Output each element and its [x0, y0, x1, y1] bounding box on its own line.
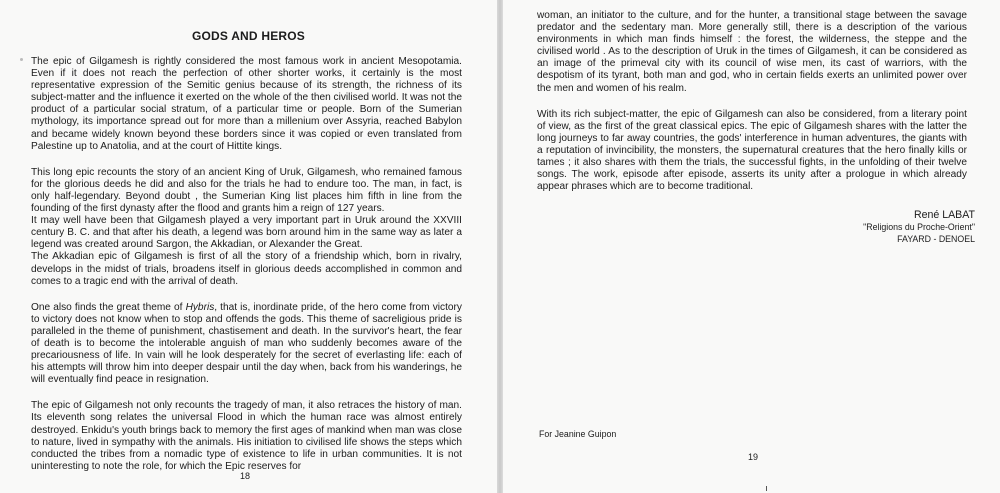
publisher: FAYARD - DENOEL: [897, 234, 975, 244]
paragraph: It may well have been that Gilgamesh played a very important part in Uruk around the XXVIII century B. C. and that after his death, a legend was born around him in the same way as later a legend was created around Sargon, the Akkadian, or Alexander the Great.: [31, 215, 462, 251]
paragraph: The Akkadian epic of Gilgamesh is first of all the story of a friendship which, born in rivalry, develops in the midst of trials, broadens itself in glorious deeds accomplished in common and comes to a tragic end with the arrival of death.: [31, 251, 462, 287]
left-text-column: [31, 56, 462, 473]
signature-block: [863, 209, 975, 245]
hybris-continuation: victory to victory does not know when to stop and offends the gods. This theme of sacreligious pride is paralleled in the theme of punishment, chastisement and death. In the survivor's heart, the fear of death is to become the intolerable anguish of man who suddenly becomes aware of the precariousness of life. In vain will he look desperately for the secret of everlasting life: each of his attempts will throw him into deeper despair until the day when, back from his wanderings, he will eventually find peace in resignation.: [31, 301, 462, 386]
paragraph: With its rich subject-matter, the epic of Gilgamesh can also be considered, from a literary point of view, as the first of the great classical epics. The epic of Gilgamesh shares with the latter the long journeys to far away countries, the gods' interference in human adventures, the giants with a reputation of invincibility, the monsters, the supernatural creatures that the hero finally kills or tames ; it also shares with them the trials, the successful fights, in the unfolding of their twelve songs. The work, episode after episode, asserts its unity after a prologue in which already appear phrases which are to become traditional.: [537, 108, 967, 193]
page-number: 18: [240, 471, 251, 481]
left-page: [0, 0, 497, 493]
right-text-column: [537, 10, 967, 193]
author-name: René LABAT: [913, 209, 975, 221]
page-heading: GODS AND HEROS: [191, 29, 306, 43]
page-number: 19: [748, 452, 759, 462]
paragraph: The epic of Gilgamesh is rightly considered the most famous work in ancient Mesopotamia. Even if it does not reach the perfection of other shorter works, it certainly is the most representative expression of the Semitic genius because of its strength, the richness of its subject-matter and the influence it exerted on the whole of the then civilised world. It was not the product of a particular social stratum, of a particular time or people. Born of the Sumerian mythology, its importance spread out for more than a millenium over Assyria, reached Babylon and became widely known beyond these borders since it was copied or even translated from Palestine up to Anatolia, and at the court of Hittite kings.: [31, 56, 462, 152]
binding-mark: [766, 486, 767, 491]
hybris-tail: , that is, inordinate pride, of the hero come from: [214, 301, 430, 313]
paragraph: This long epic recounts the story of an ancient King of Uruk, Gilgamesh, who remained famous for the glorious deeds he did and also for the trials he had to endure too. The man, in fact, is only half-legendary. Beyond doubt , the Sumerian King list places him fifth in line from the founding of the first dynasty after the flood and grants him a reign of 127 years.: [31, 166, 462, 215]
paragraph: woman, an initiator to the culture, and for the hunter, a transitional stage between the savage predator and the sedentary man. More generally still, there is a description of the various environments in which man finds himself : the forest, the wilderness, the steppe and the civilised world . As to the description of Uruk in the times of Gilgamesh, it can be considered as an image of the primeval city with its council of wise men, its cast of warriors, with the despotism of its tyrant, both man and god, who in certain fields exerts an unlimited power over the men and women of his realm.: [537, 10, 967, 94]
hybris-lead: One also finds the great theme of: [31, 301, 186, 313]
paragraph: The epic of Gilgamesh not only recounts the tragedy of man, it also retraces the history of man. Its eleventh song relates the universal Flood in which the human race was almost entirely destroyed. Enkidu's youth brings back to memory the first ages of mankind when man was close to nature, lived in sympathy with the animals. His initiation to civilised life shows the steps which conducted the tribes from a nomadic type of existence to life in urban communities. It is not uninteresting to note the role, for which the Epic reserves for: [31, 400, 462, 472]
right-page: [503, 0, 1000, 493]
dedication: For Jeanine Guipon: [539, 429, 617, 439]
hybris-word: Hybris: [185, 301, 215, 313]
paper-speck: [20, 58, 23, 61]
source-title: "Religions du Proche-Orient": [863, 222, 975, 232]
hybris-paragraph: [31, 302, 462, 387]
